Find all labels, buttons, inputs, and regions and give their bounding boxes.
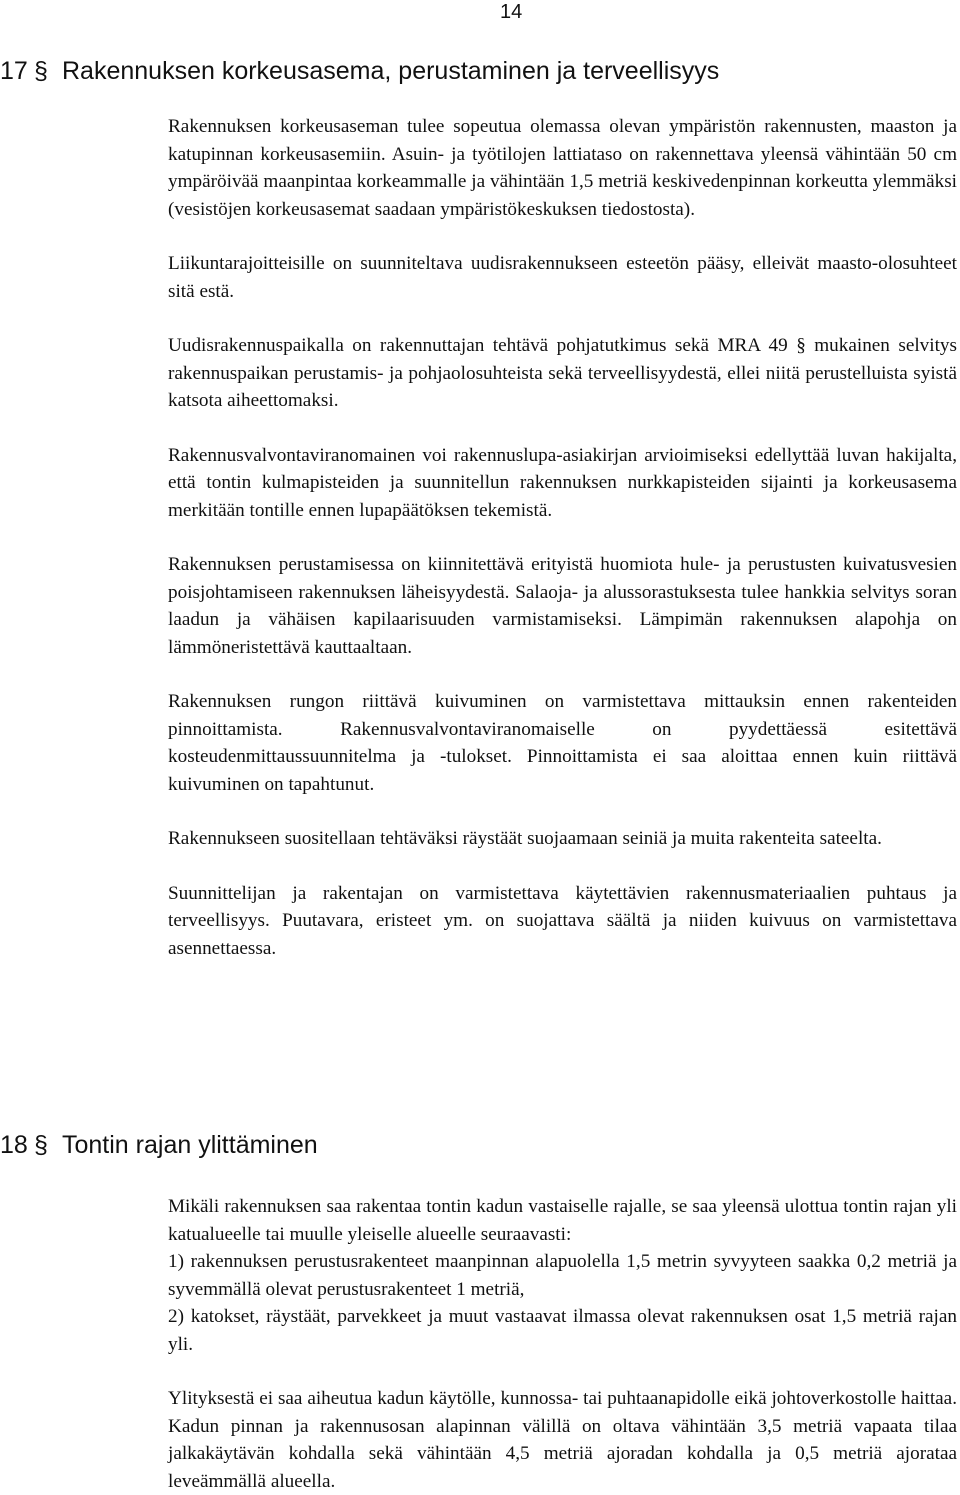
paragraph-corner-points: Rakennusvalvontaviranomainen voi rakennuslupa-asiakirjan arvioimiseksi edellyttää luvan hakijalta, että tontin kulmapisteiden ja suunnitellun rakennuksen nurkkapisteiden sijainti ja korkeusasema merkitään tontille ennen lupapäätöksen tekemistä. (168, 444, 957, 521)
paragraph-foundation-drainage: Rakennuksen perustamisessa on kiinnitettävä erityistä huomiota hule- ja perustusten kuivatusvesien poisjohtamiseen rakennuksen läheisyydestä. Salaoja- ja alussorastuksesta tulee hankkia selvitys soran laadun ja vähäisen kapilaarisuuden varmistamiseksi. Lämpimän rakennuksen alapohja on lämmöneristettävä kauttaaltaan. (168, 554, 957, 658)
page-number: 14 (500, 1, 523, 23)
paragraph-frame-drying: Rakennuksen rungon riittävä kuivuminen on varmistettava mittauksin ennen rakenteiden pinnoittamista. Rakennusvalvontaviranomaiselle on pyydettäessä esitettävä kosteudenmittaussuunnitelma ja -tulokset. Pinnoittamista ei saa aloittaa ennen kuin riittävä kuivuminen on tapahtunut. (168, 691, 957, 795)
section-number: 18 (0, 1131, 28, 1159)
paragraph-eaves: Rakennukseen suositellaan tehtäväksi räystäät suojaamaan seiniä ja muita rakenteita sateelta. (168, 828, 882, 849)
list-item: 1) rakennuksen perustusrakenteet maanpinnan alapuolella 1,5 metrin syvyyteen saakka 0,2 metriä ja syvemmällä olevat perustusrakenteet 1 metriä, (168, 1251, 957, 1300)
section-symbol: § (34, 57, 48, 85)
paragraph-soil-survey: Uudisrakennuspaikalla on rakennuttajan tehtävä pohjatutkimus sekä MRA 49 § mukainen selvitys rakennuspaikan perustamis- ja pohjaolosuhteista sekä terveellisyydestä, ellei niitä perustelluista syistä katsota aiheettomaksi. (168, 335, 957, 411)
paragraph-accessibility: Liikuntarajoitteisille on suunniteltava uudisrakennukseen esteetön pääsy, elleivät maasto-olosuhteet sitä estä. (168, 253, 957, 302)
section-symbol: § (34, 1131, 48, 1159)
section-17-heading (0, 56, 719, 86)
list-item: 2) katokset, räystäät, parvekkeet ja muut vastaavat ilmassa olevat rakennuksen osat 1,5 metriä rajan yli. (168, 1306, 957, 1355)
section-number: 17 (0, 57, 28, 85)
paragraph-closing: Ylityksestä ei saa aiheutua kadun käytölle, kunnossa- tai puhtaanapidolle eikä johtoverkostolle haittaa. Kadun pinnan ja rakennusosan alapinnan välillä on oltava vähintään 3,5 metriä vapaata tilaa jalkakäytävän kohdalla sekä vähintään 4,5 metriä ajoradan kohdalla ja 0,5 metriä ajorataa leveämmällä alueella. (168, 1388, 957, 1492)
paragraph-intro: Mikäli rakennuksen saa rakentaa tontin kadun vastaiselle rajalle, se saa yleensä ulottua tontin rajan yli katualueelle tai muulle yleiselle alueelle seuraavasti: (168, 1196, 957, 1245)
section-title: Tontin rajan ylittäminen (62, 1131, 318, 1159)
section-title: Rakennuksen korkeusasema, perustaminen ja terveellisyys (62, 57, 720, 85)
section-18-heading (0, 1130, 318, 1160)
section-17-body (168, 113, 957, 962)
paragraph-elevation: Rakennuksen korkeusaseman tulee sopeutua olemassa olevan ympäristön rakennusten, maaston ja katupinnan korkeusasemiin. Asuin- ja työtilojen lattiataso on rakennettava yleensä vähintään 50 cm ympäröivää maanpintaa korkeammalle ja vähintään 1,5 metriä keskivedenpinnan korkeutta ylemmäksi (vesistöjen korkeusasemat saadaan ympäristökeskuksen tiedostosta). (168, 116, 957, 220)
section-18-body (168, 1193, 957, 1495)
paragraph-materials: Suunnittelijan ja rakentajan on varmistettava käytettävien rakennusmateriaalien puhtaus ja terveellisyys. Puutavara, eristeet ym. on suojattava säältä ja niiden kuivuus on varmistettava asennettaessa. (168, 882, 957, 959)
